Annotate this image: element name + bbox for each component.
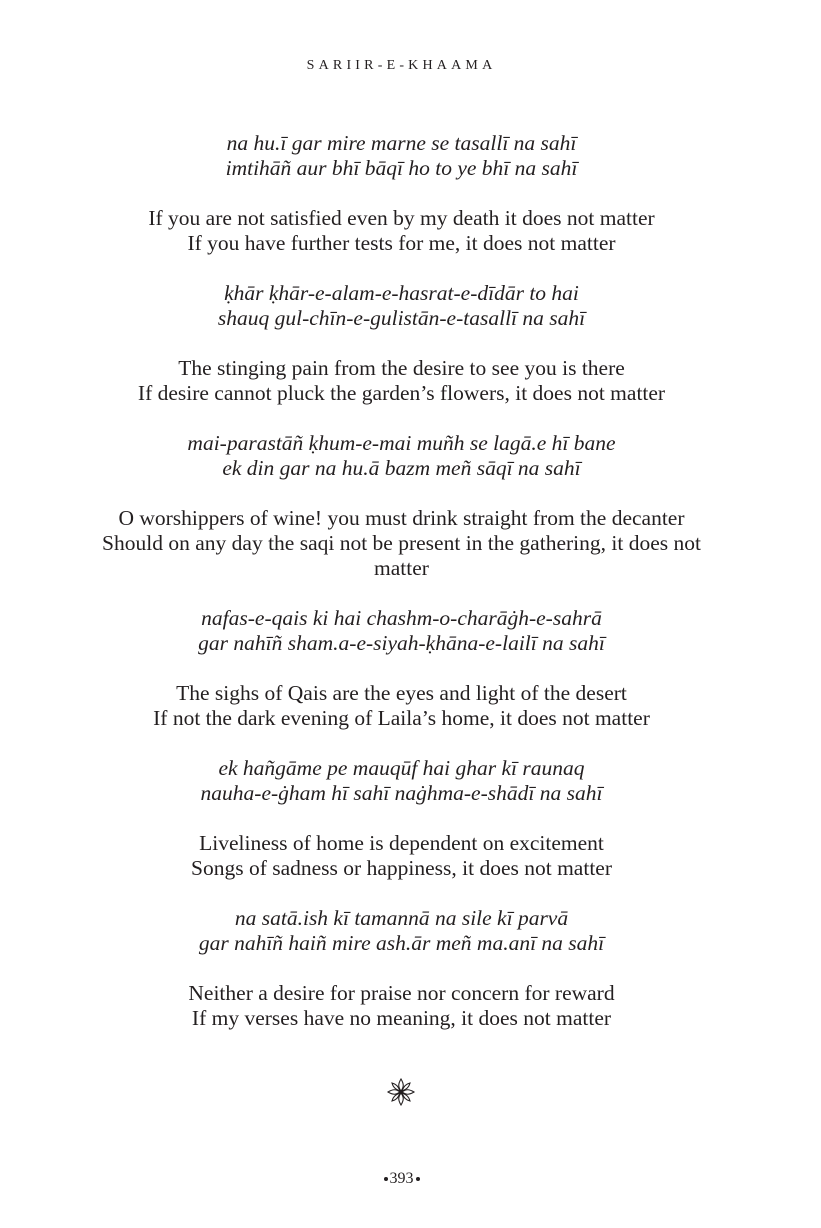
poem [0,131,803,1056]
verse-line: ek din gar na hu.ā bazm meñ sāqī na sahī [222,456,581,480]
floral-ornament-icon [387,1078,415,1106]
stanza-3-transliteration [0,431,803,481]
verse-line: mai-parastāñ ḳhum-e-mai muñh se lagā.e hī bane [187,431,616,455]
stanza-1-transliteration [0,131,803,181]
verse-line: imtihāñ aur bhī bāqī ho to ye bhī na sahī [225,156,578,180]
stanza-4-transliteration [0,606,803,656]
verse-line: The sighs of Qais are the eyes and light of the desert [176,681,627,705]
stanza-6-translation [0,981,803,1031]
verse-line: shauq gul-chīn-e-gulistān-e-tasallī na sahī [217,306,586,330]
verse-line: If not the dark evening of Laila’s home, it does not matter [153,706,650,730]
verse-line: O worshippers of wine! you must drink straight from the decanter [118,506,685,530]
verse-line: nafas-e-qais ki hai chashm-o-charāġh-e-sahrā [201,606,602,630]
stanza-1-translation [0,206,803,256]
stanza-6-transliteration [0,906,803,956]
verse-line: ḳhār ḳhār-e-alam-e-hasrat-e-dīdār to hai [224,281,579,305]
stanza-2-translation [0,356,803,406]
verse-line: If desire cannot pluck the garden’s flowers, it does not matter [137,381,666,405]
verse-line: If my verses have no meaning, it does not matter [191,1006,612,1030]
verse-line: na satā.ish kī tamannā na sile kī parvā [234,906,569,930]
stanza-5-transliteration [0,756,803,806]
stanza-3-translation [0,506,803,581]
verse-line: ek hañgāme pe mauqūf hai ghar kī raunaq [218,756,585,780]
verse-line: Songs of sadness or happiness, it does not matter [191,856,612,880]
stanza-4-translation [0,681,803,731]
folio-dot-icon [384,1177,388,1181]
verse-line: The stinging pain from the desire to see you is there [178,356,625,380]
verse-line: gar nahīñ haiñ mire ash.ār meñ ma.anī na sahī [198,931,605,955]
stanza-5-translation [0,831,803,881]
verse-line: gar nahīñ sham.a-e-siyah-ḳhāna-e-lailī na sahī [198,631,605,655]
stanza-2-transliteration [0,281,803,331]
verse-line: na hu.ī gar mire marne se tasallī na sahī [226,131,577,155]
page-number-label: 393 [389,1170,414,1187]
verse-line: Neither a desire for praise nor concern for reward [188,981,615,1005]
folio-dot-icon [416,1177,420,1181]
page-number [0,1170,803,1188]
verse-line: Should on any day the saqi not be present in the gathering, it does not matter [102,531,701,580]
verse-line: If you have further tests for me, it does not matter [187,231,616,255]
verse-line: nauha-e-ġham hī sahī naġhma-e-shādī na sahī [200,781,603,805]
verse-line: Liveliness of home is dependent on excitement [199,831,604,855]
running-head: SARIIR-E-KHAAMA [306,58,497,73]
verse-line: If you are not satisfied even by my death it does not matter [148,206,655,230]
